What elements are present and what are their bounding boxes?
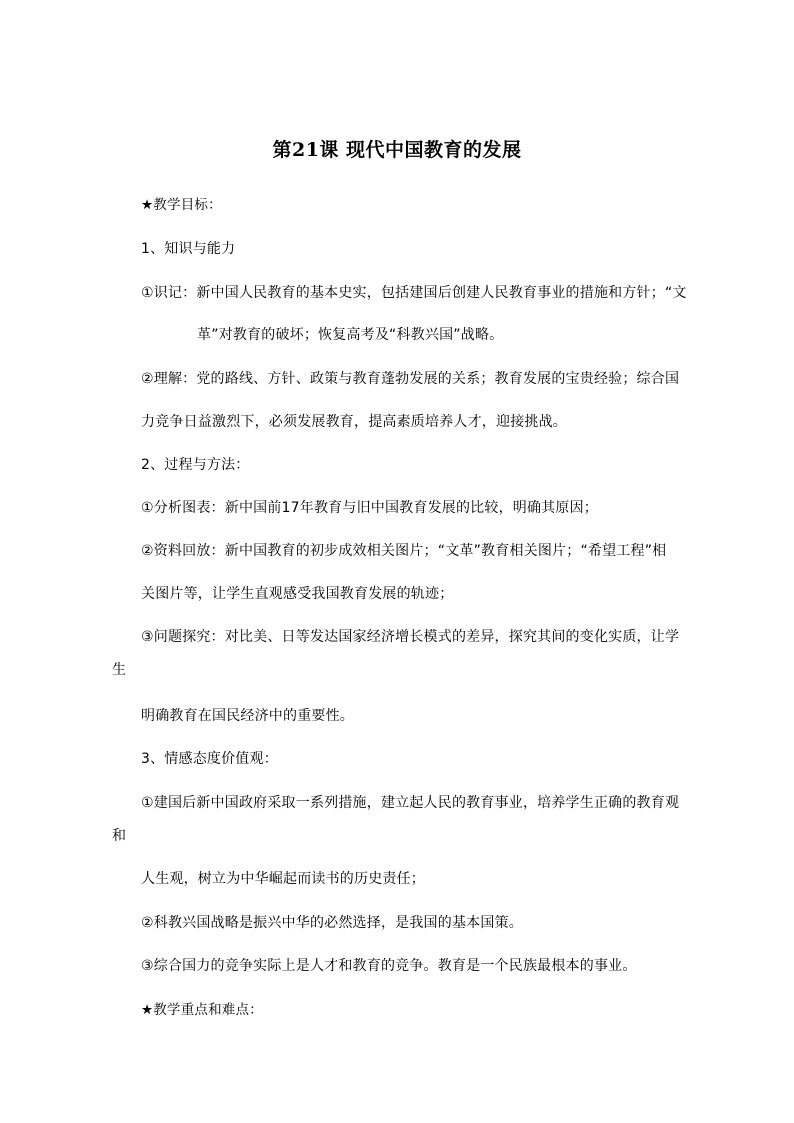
paragraph-line: 明确教育在国民经济中的重要性。	[141, 708, 354, 724]
subheading-process: 2、过程与方法：	[141, 457, 250, 473]
paragraph-line: ③综合国力的竞争实际上是人才和教育的竞争。教育是一个民族最根本的事业。	[141, 958, 637, 974]
paragraph-line: ②科教兴国战略是振兴中华的必然选择，是我国的基本国策。	[141, 915, 523, 931]
paragraph-line: 革”对教育的破坏；恢复高考及“科教兴国”战略。	[197, 327, 504, 343]
paragraph-line: 生	[112, 662, 127, 678]
paragraph-line: 和	[112, 828, 127, 844]
paragraph-line: ②资料回放：新中国教育的初步成效相关图片；“文革”教育相关图片；“希望工程”相	[141, 543, 667, 559]
paragraph-line: 力竞争日益激烈下，必须发展教育，提高素质培养人才，迎接挑战。	[141, 414, 567, 430]
paragraph-line: ③问题探究：对比美、日等发达国家经济增长模式的差异，探究其间的变化实质，让学	[141, 629, 680, 645]
subheading-values: 3、情感态度价值观：	[141, 751, 278, 767]
section-heading-objectives: ★教学目标：	[141, 197, 222, 213]
paragraph-line: ①分析图表：新中国前17年教育与旧中国教育发展的比较，明确其原因；	[141, 500, 598, 516]
section-heading-key-points: ★教学重点和难点：	[141, 1002, 263, 1018]
paragraph-line: ②理解：党的路线、方针、政策与教育蓬勃发展的关系；教育发展的宝贵经验；综合国	[141, 371, 680, 387]
paragraph-line: ①建国后新中国政府采取一系列措施，建立起人民的教育事业，培养学生正确的教育观	[141, 795, 680, 811]
paragraph-line: 人生观，树立为中华崛起而读书的历史责任；	[141, 871, 425, 887]
lesson-title: 第21课 现代中国教育的发展	[272, 139, 522, 161]
subheading-knowledge: 1、知识与能力	[141, 241, 236, 257]
paragraph-line: ①识记：新中国人民教育的基本史实，包括建国后创建人民教育事业的措施和方针；“文	[141, 285, 687, 301]
paragraph-line: 关图片等，让学生直观感受我国教育发展的轨迹；	[141, 586, 454, 602]
